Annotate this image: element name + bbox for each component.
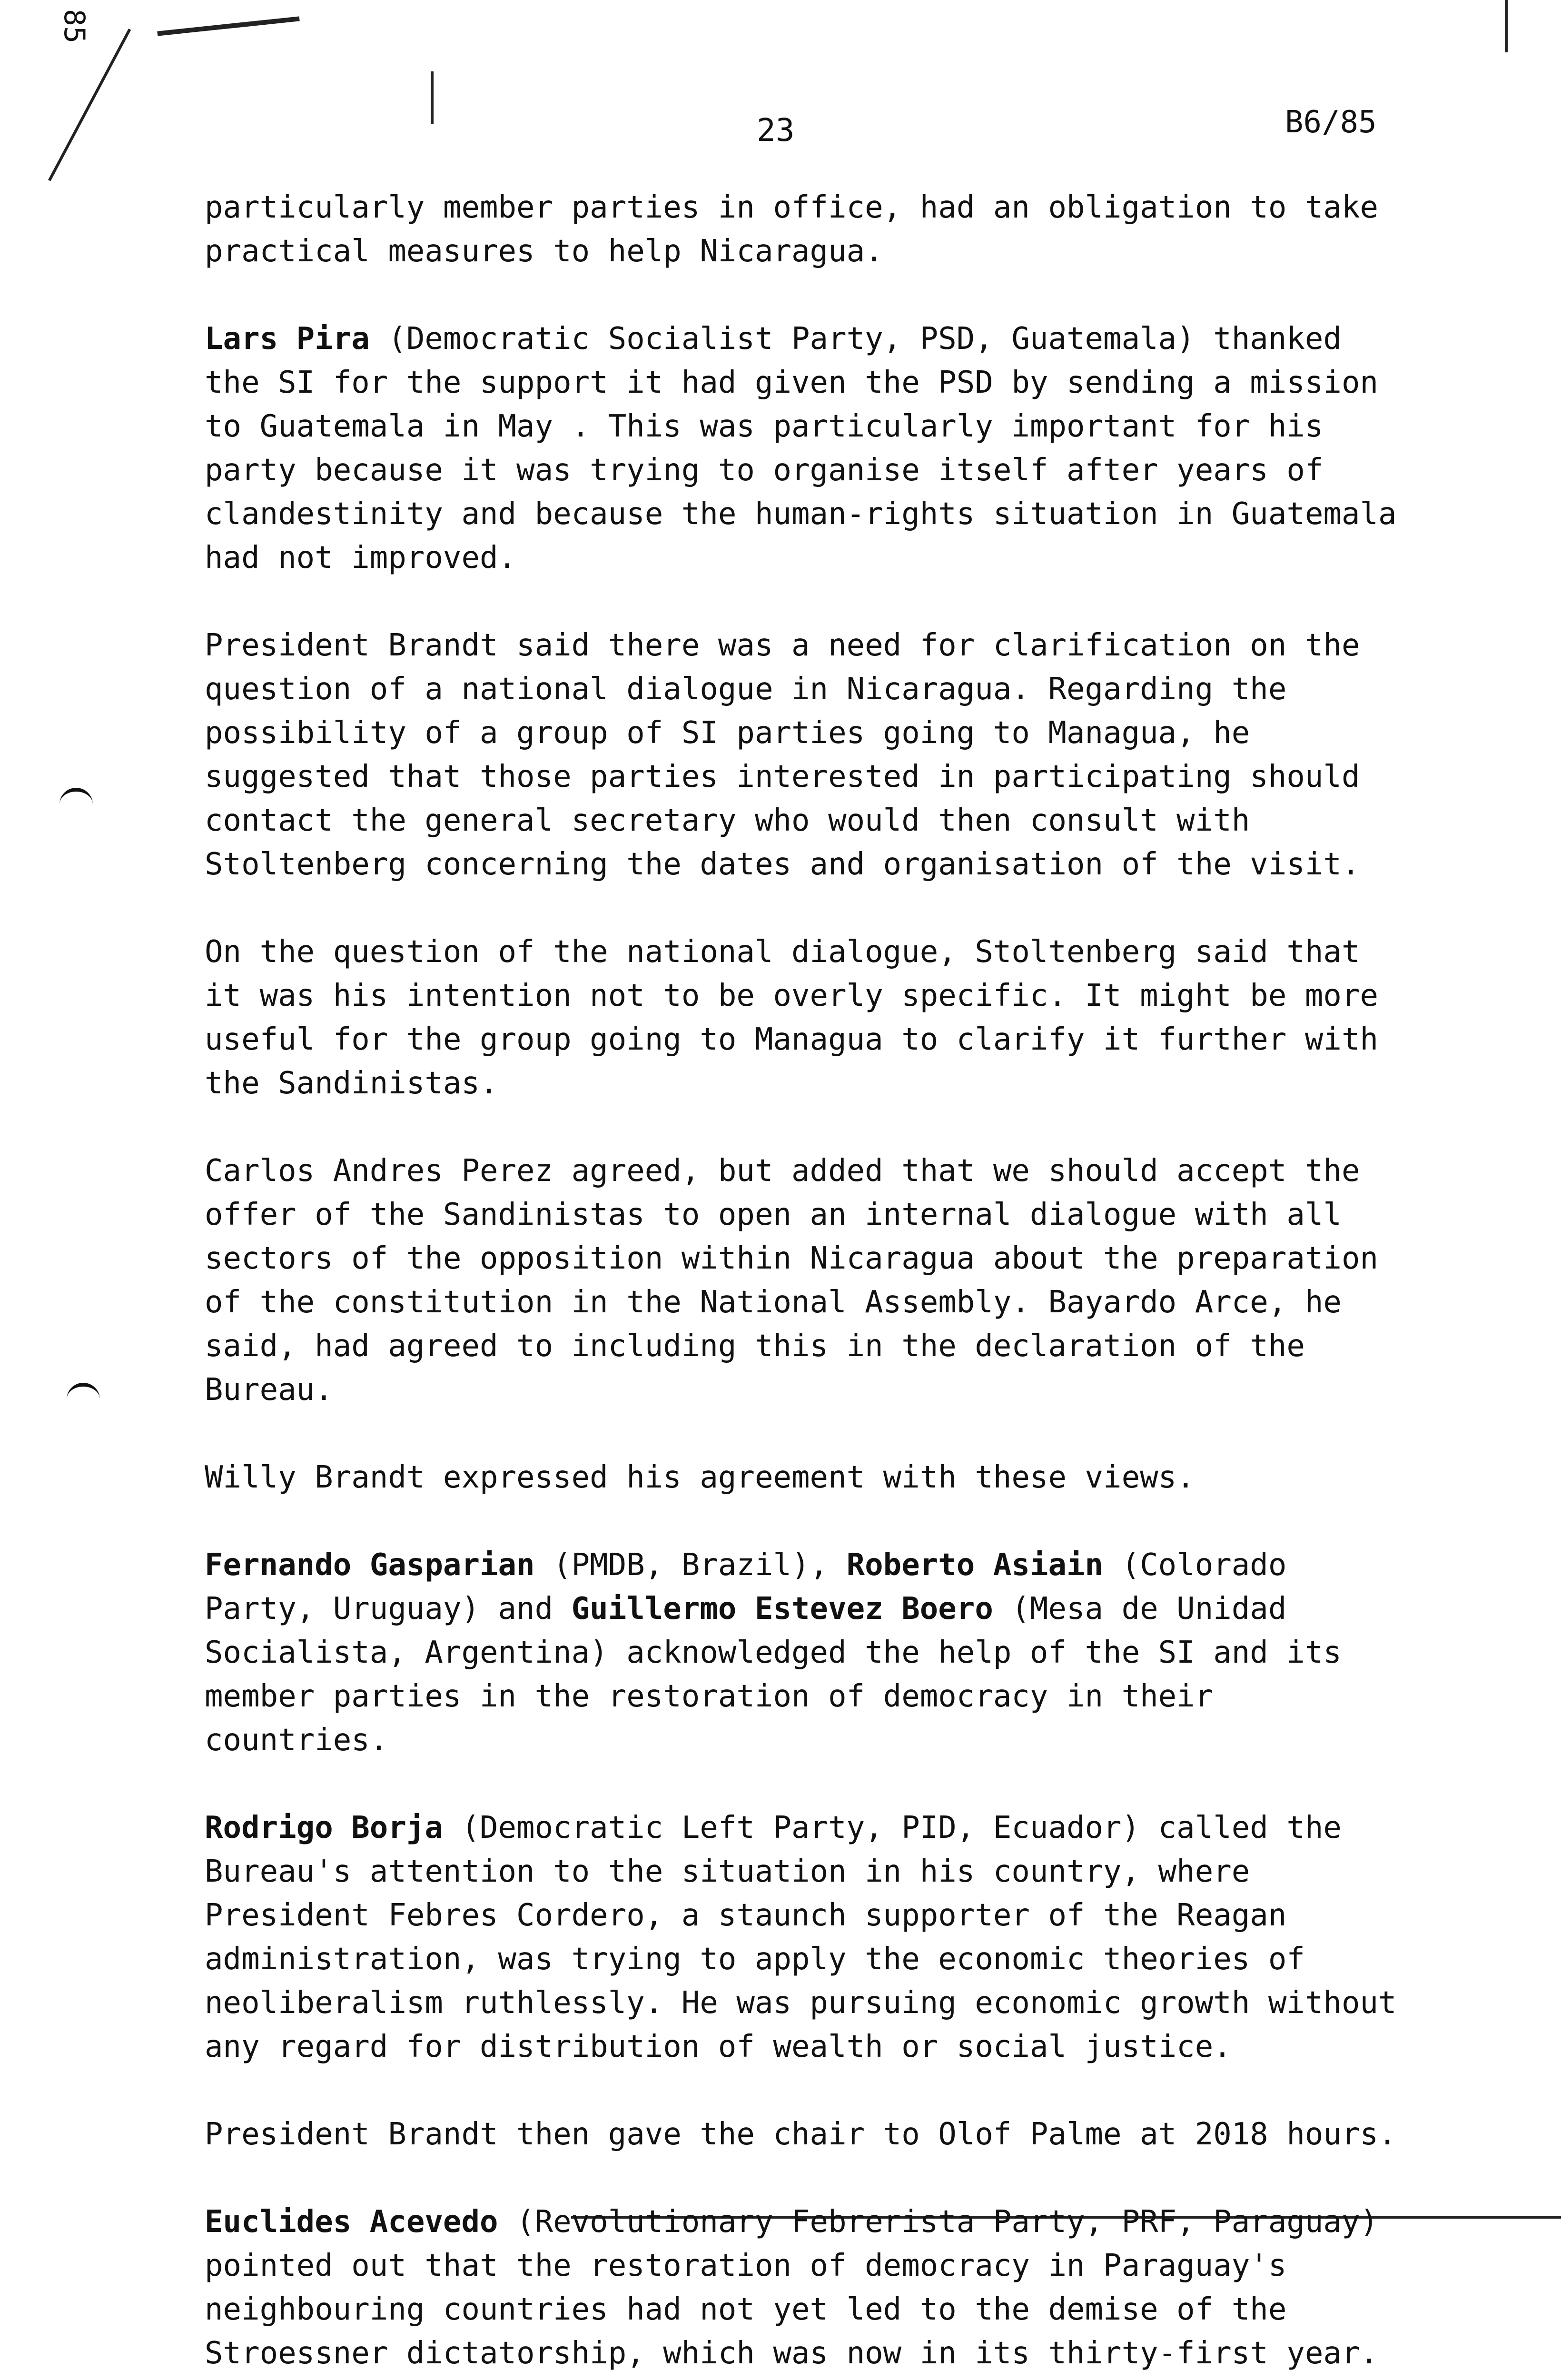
speaker-name: Euclides Acevedo: [205, 2204, 498, 2240]
paragraph: Fernando Gasparian (PMDB, Brazil), Roberto Asiain (Colorado Party, Uruguay) and Guillermo Estevez Boero (Mesa de Unidad Socialista, Argentina) acknowledged the help of the SI and its member parties in the restoration of democracy in their countries.: [205, 1547, 1342, 1758]
speaker-name: Lars Pira: [205, 321, 370, 357]
paragraph: President Brandt said there was a need for clarification on the question of a national dialogue in Nicaragua. Regarding the possibility of a group of SI parties going to Managua, he suggested that those parties interested in participating should contact the general secretary who would then consult with Stoltenberg concerning the dates and organisation of the visit.: [205, 628, 1360, 882]
paragraph: President Brandt then gave the chair to Olof Palme at 2018 hours.: [205, 2117, 1397, 2152]
scan-artifact-top-left: [157, 16, 299, 36]
page-number: 23: [757, 112, 795, 149]
paragraph: Rodrigo Borja (Democratic Left Party, PID, Ecuador) called the Bureau's attention to the situation in his country, where President Febres Cordero, a staunch supporter of the Reagan administration, was trying to apply the economic theories of neoliberalism ruthlessly. He was pursuing economic growth without any regard for distribution of wealth or social justice.: [205, 1810, 1397, 2064]
punch-hole-mark-lower: [67, 1383, 100, 1400]
corner-mark: 85: [58, 9, 91, 44]
paragraph: Willy Brandt expressed his agreement with these views.: [205, 1460, 1195, 1495]
paragraph: On the question of the national dialogue, Stoltenberg said that it was his intention not to be overly specific. It might be more useful for the group going to Managua to clarify it further with the Sandinistas.: [205, 934, 1378, 1101]
scan-artifact-tick: [431, 71, 434, 124]
speaker-name: Rodrigo Borja: [205, 1810, 443, 1845]
paragraph: particularly member parties in office, had an obligation to take practical measures to help Nicaragua.: [205, 190, 1378, 269]
paragraph: Carlos Andres Perez agreed, but added that we should accept the offer of the Sandinistas to open an internal dialogue with all sectors of the opposition within Nicaragua about the preparation of the constitution in the National Assembly. Bayardo Arce, he said, had agreed to including this in the declaration of the Bureau.: [205, 1153, 1378, 1408]
document-body: [205, 186, 1404, 2380]
speaker-name: Guillermo Estevez Boero: [571, 1591, 993, 1626]
scan-artifact-right-tick: [1505, 0, 1508, 52]
speaker-name: Fernando Gasparian: [205, 1547, 535, 1583]
scan-artifact-diagonal: [48, 29, 131, 181]
punch-hole-mark-upper: [59, 788, 93, 805]
speaker-name: Roberto Asiain: [846, 1547, 1104, 1583]
paragraph: Lars Pira (Democratic Socialist Party, PSD, Guatemala) thanked the SI for the support it had given the PSD by sending a mission to Guatemala in May . This was particularly important for his party because it was trying to organise itself after years of clandestinity and because the human-rights situation in Guatemala had not improved.: [205, 321, 1397, 575]
document-reference: B6/85: [1285, 105, 1377, 140]
paragraph: Euclides Acevedo (Revolutionary Febrerista Party, PRF, Paraguay) pointed out that the restoration of democracy in Paraguay's neighbouring countries had not yet led to the demise of the Stroessner dictatorship, which was now in its thirty-first year.: [205, 2204, 1378, 2371]
